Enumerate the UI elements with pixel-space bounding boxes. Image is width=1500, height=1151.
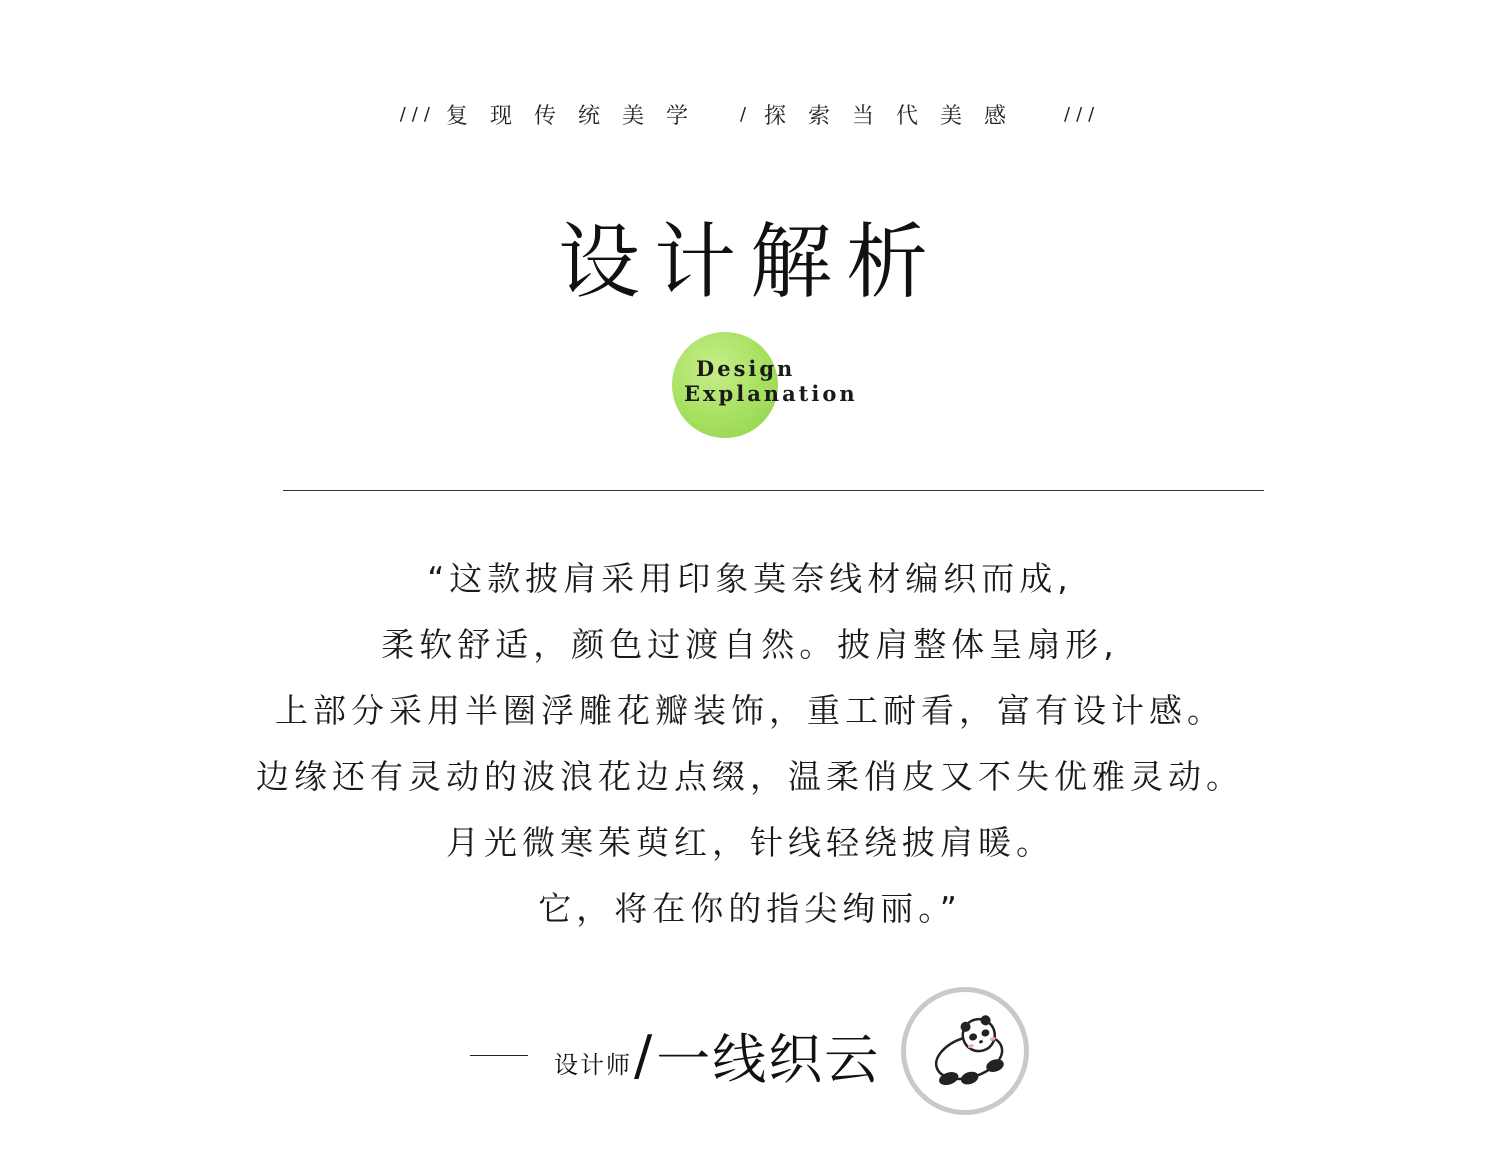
tagline-phrase-tradition: 复现传统美学 <box>445 103 710 129</box>
panda-avatar-icon <box>901 987 1029 1115</box>
quote-line: 上部分采用半圈浮雕花瓣装饰，重工耐看，富有设计感。 <box>275 691 1225 730</box>
signature-slash: / <box>634 1023 653 1087</box>
design-quote <box>0 546 1500 942</box>
panda-icon-svg <box>906 992 1024 1110</box>
tagline-right-slashes: /// <box>1064 103 1101 125</box>
quote-line: 柔软舒适，颜色过渡自然。披肩整体呈扇形, <box>381 625 1119 664</box>
badge-label-explanation: Explanation <box>684 381 858 406</box>
designer-signature <box>470 1015 880 1095</box>
quote-line: “这款披肩采用印象莫奈线材编织而成, <box>427 559 1073 598</box>
tagline-phrase-modern: 探索当代美感 <box>764 103 1029 129</box>
designer-name: 一线织云 <box>656 1027 881 1091</box>
signature-dash <box>470 1055 528 1056</box>
badge-label <box>684 356 858 406</box>
tagline-left-slashes: /// <box>399 103 436 125</box>
designer-role-label: 设计师 <box>554 1050 632 1079</box>
quote-line: 它，将在你的指尖绚丽。” <box>538 889 962 928</box>
section-divider <box>283 490 1264 491</box>
tagline-separator: / <box>739 103 747 125</box>
quote-line: 边缘还有灵动的波浪花边点缀，温柔俏皮又不失优雅灵动。 <box>256 757 1244 796</box>
page-title: 设计解析 <box>557 215 942 310</box>
badge-label-design: Design <box>696 356 796 381</box>
quote-line: 月光微寒茱萸红，针线轻绕披肩暖。 <box>446 823 1054 862</box>
tagline <box>0 96 1500 132</box>
